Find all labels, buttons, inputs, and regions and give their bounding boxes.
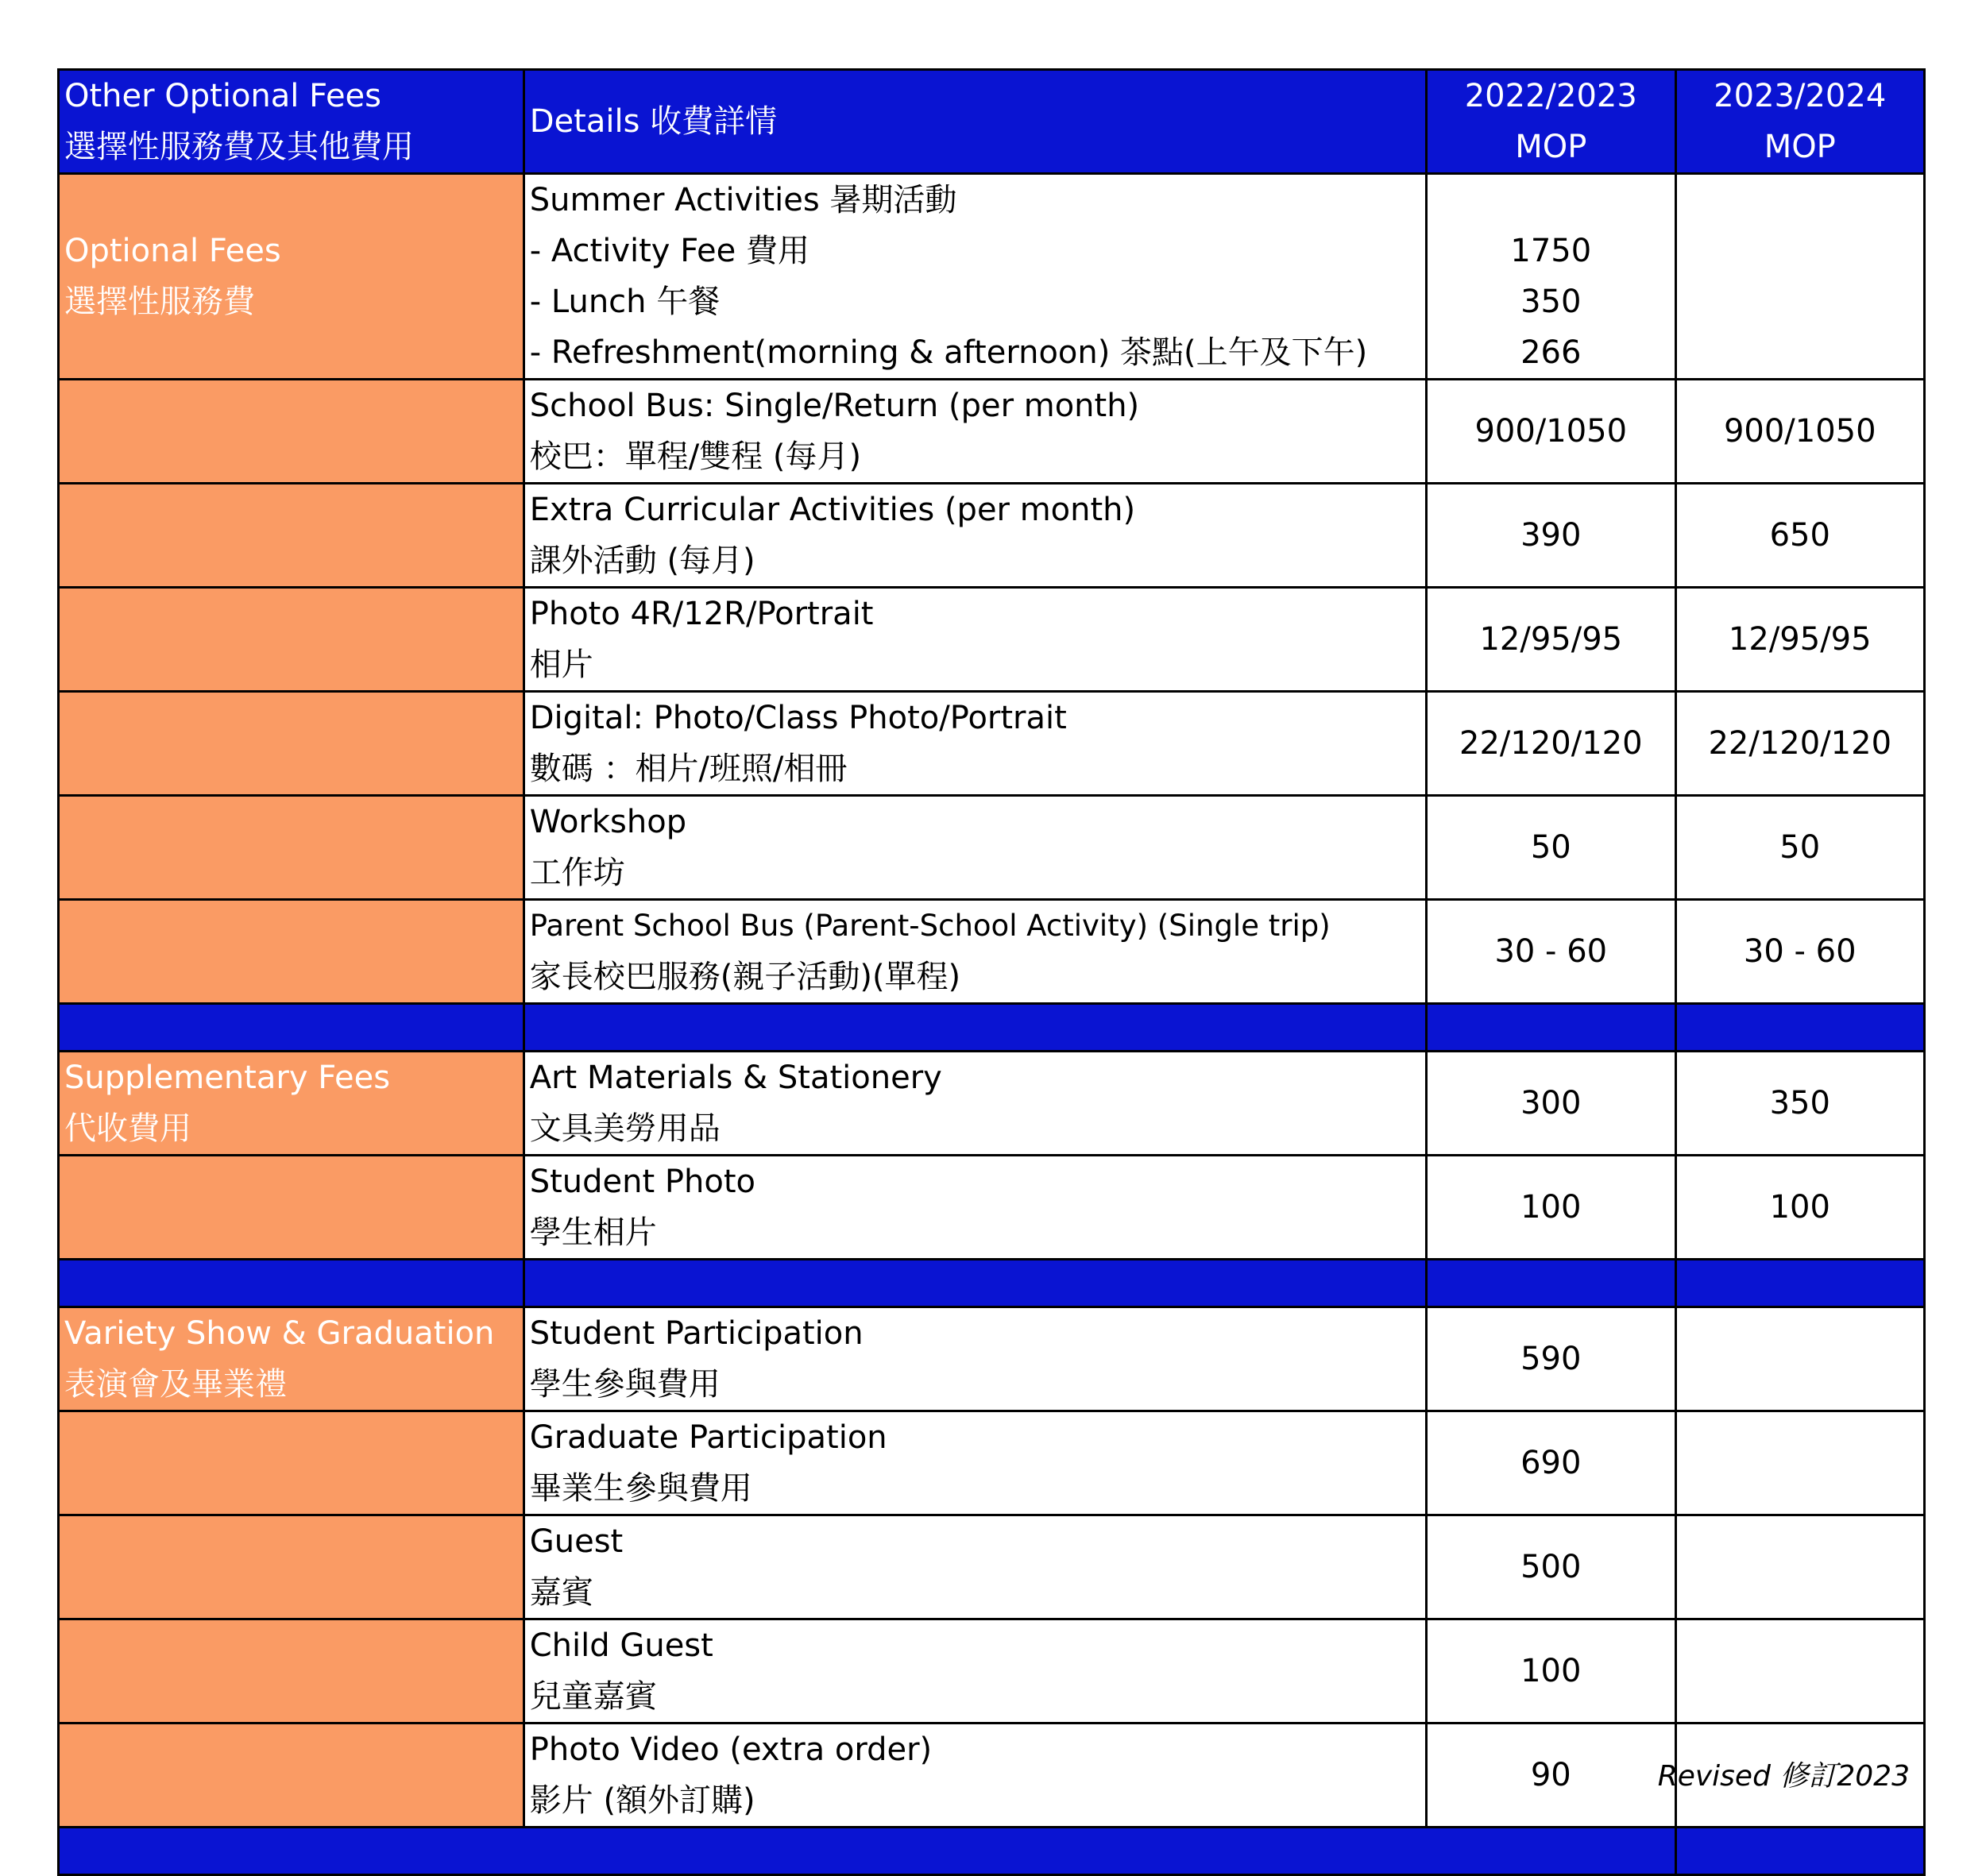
header-category-en: Other Optional Fees	[64, 78, 382, 114]
fee-label-zh: 嘉賓	[529, 1574, 593, 1611]
fee-value-2023: 12/95/95	[1675, 588, 1925, 692]
fee-table	[57, 68, 1926, 1876]
fee-label-zh: 課外活動 (每月)	[529, 542, 755, 579]
variety-show-category-zh: 表演會及畢業禮	[64, 1366, 287, 1403]
header-category-cell	[59, 70, 524, 174]
fee-label-zh: 影片 (額外訂購)	[529, 1782, 755, 1819]
header-year-2023-label: 2023/2024	[1714, 78, 1887, 114]
footer-band	[59, 1828, 1925, 1875]
summer-refreshment-label: - Refreshment(morning & afternoon) 茶點(上午及下午)	[529, 334, 1368, 371]
header-category-zh: 選擇性服務費及其他費用	[64, 129, 414, 165]
fee-details	[524, 1307, 1426, 1411]
fee-row-art-materials	[59, 1052, 1925, 1156]
fee-value-2023	[1675, 1515, 1925, 1619]
header-year-2023	[1675, 70, 1925, 174]
fee-row-parent-school-bus	[59, 900, 1925, 1004]
fee-row-photo-video	[59, 1724, 1925, 1828]
category-blank-cell	[59, 380, 524, 484]
variety-show-category	[59, 1307, 524, 1411]
fee-value-2022: 90	[1427, 1724, 1675, 1828]
fee-label-en: Workshop	[529, 804, 687, 840]
fee-label-en: Parent School Bus (Parent-School Activity) (Single trip)	[529, 909, 1331, 943]
fee-details	[524, 484, 1426, 588]
fee-label-en: Photo 4R/12R/Portrait	[529, 596, 874, 632]
category-blank-cell	[59, 692, 524, 796]
fee-label-en: Guest	[529, 1523, 624, 1560]
fee-row-school-bus	[59, 380, 1925, 484]
header-year-2022-label: 2022/2023	[1464, 78, 1637, 114]
fee-label-en: Extra Curricular Activities (per month)	[529, 492, 1136, 528]
fee-label-zh: 畢業生參與費用	[529, 1470, 752, 1507]
category-blank-cell	[59, 1619, 524, 1724]
fee-details	[524, 692, 1426, 796]
supplementary-category-en: Supplementary Fees	[64, 1060, 391, 1096]
fee-value-2022: 690	[1427, 1411, 1675, 1515]
fee-value-2022: 22/120/120	[1427, 692, 1675, 796]
separator-band	[59, 1260, 1925, 1307]
fee-value-2023	[1675, 1307, 1925, 1411]
category-blank-cell	[59, 588, 524, 692]
fee-value-2023: 22/120/120	[1675, 692, 1925, 796]
fee-value-2023: 50	[1675, 796, 1925, 900]
fee-details	[524, 900, 1426, 1004]
fee-row-student-photo	[59, 1156, 1925, 1260]
fee-value-2023: 100	[1675, 1156, 1925, 1260]
fee-row-guest	[59, 1515, 1925, 1619]
fee-row-digital	[59, 692, 1925, 796]
fee-value-2023: 350	[1675, 1052, 1925, 1156]
fee-label-en: Art Materials & Stationery	[529, 1060, 942, 1096]
fee-value-2022: 590	[1427, 1307, 1675, 1411]
fee-value-2022: 50	[1427, 796, 1675, 900]
summer-activity-fee-label: - Activity Fee 費用	[529, 233, 809, 269]
category-blank-cell	[59, 900, 524, 1004]
summer-refreshment-value: 266	[1520, 334, 1582, 371]
fee-details	[524, 1411, 1426, 1515]
fee-details	[524, 380, 1426, 484]
fee-label-zh: 校巴：單程/雙程 (每月)	[529, 438, 862, 475]
fee-label-zh: 相片	[529, 647, 593, 683]
fee-label-zh: 學生相片	[529, 1214, 657, 1251]
supplementary-fees-category	[59, 1052, 524, 1156]
summer-activity-fee-value: 1750	[1510, 233, 1592, 269]
fee-value-2022: 500	[1427, 1515, 1675, 1619]
category-blank-cell	[59, 796, 524, 900]
fee-details	[524, 1515, 1426, 1619]
header-year-2022-currency: MOP	[1515, 129, 1587, 165]
fee-value-2022: 30 - 60	[1427, 900, 1675, 1004]
fee-label-en: Child Guest	[529, 1627, 713, 1664]
fee-value-2023	[1675, 1411, 1925, 1515]
header-year-2023-currency: MOP	[1764, 129, 1836, 165]
fee-value-2023: 650	[1675, 484, 1925, 588]
separator-band	[59, 1004, 1925, 1052]
category-blank-cell	[59, 1156, 524, 1260]
fee-value-2022: 300	[1427, 1052, 1675, 1156]
optional-fees-category	[59, 174, 524, 380]
fee-details	[524, 1052, 1426, 1156]
fee-row-photo	[59, 588, 1925, 692]
fee-row-child-guest	[59, 1619, 1925, 1724]
header-year-2022	[1427, 70, 1675, 174]
optional-fees-category-zh: 選擇性服務費	[64, 284, 255, 320]
fee-value-2023: 30 - 60	[1675, 900, 1925, 1004]
fee-row-graduate-participation	[59, 1411, 1925, 1515]
fee-label-zh: 家長校巴服務(親子活動)(單程)	[529, 959, 961, 995]
fee-value-2023: 900/1050	[1675, 380, 1925, 484]
category-blank-cell	[59, 1411, 524, 1515]
fee-details	[524, 588, 1426, 692]
category-blank-cell	[59, 484, 524, 588]
fee-label-en: Graduate Participation	[529, 1419, 887, 1456]
fee-label-zh: 數碼 ：相片/班照/相冊	[529, 751, 848, 787]
revised-note: Revised 修訂2023	[1657, 1760, 1910, 1793]
fee-label-en: Digital: Photo/Class Photo/Portrait	[529, 700, 1067, 736]
supplementary-category-zh: 代收費用	[64, 1110, 191, 1147]
fee-value-2022: 900/1050	[1427, 380, 1675, 484]
fee-row-extra-curricular	[59, 484, 1925, 588]
optional-fees-category-en: Optional Fees	[64, 233, 281, 269]
fee-label-zh: 文具美勞用品	[529, 1110, 721, 1147]
fee-label-en: Student Participation	[529, 1315, 864, 1352]
fee-label-en: School Bus: Single/Return (per month)	[529, 388, 1140, 424]
fee-details	[524, 1619, 1426, 1724]
summer-activities-2022	[1427, 174, 1675, 380]
fee-row-student-participation	[59, 1307, 1925, 1411]
header-row	[59, 70, 1925, 174]
fee-value-2023	[1675, 1619, 1925, 1724]
summer-activities-title: Summer Activities 暑期活動	[529, 182, 957, 218]
fee-label-zh: 工作坊	[529, 855, 625, 891]
fee-label-zh: 兒童嘉賓	[529, 1678, 657, 1715]
summer-lunch-label: - Lunch 午餐	[529, 284, 721, 320]
fee-value-2022: 12/95/95	[1427, 588, 1675, 692]
summer-lunch-value: 350	[1520, 284, 1582, 320]
summer-activities-2023	[1675, 174, 1925, 380]
fee-value-2022: 100	[1427, 1619, 1675, 1724]
fee-details	[524, 1724, 1426, 1828]
header-details-cell: Details 收費詳情	[524, 70, 1426, 174]
fee-label-en: Student Photo	[529, 1164, 756, 1200]
fee-details	[524, 796, 1426, 900]
variety-show-category-en: Variety Show & Graduation	[64, 1315, 495, 1352]
summer-activities-row	[59, 174, 1925, 380]
fee-label-zh: 學生參與費用	[529, 1366, 721, 1403]
fee-value-2022: 390	[1427, 484, 1675, 588]
fee-details	[524, 1156, 1426, 1260]
summer-activities-details	[524, 174, 1426, 380]
fee-label-en: Photo Video (extra order)	[529, 1731, 933, 1768]
fee-value-2022: 100	[1427, 1156, 1675, 1260]
category-blank-cell	[59, 1515, 524, 1619]
fee-row-workshop	[59, 796, 1925, 900]
category-blank-cell	[59, 1724, 524, 1828]
